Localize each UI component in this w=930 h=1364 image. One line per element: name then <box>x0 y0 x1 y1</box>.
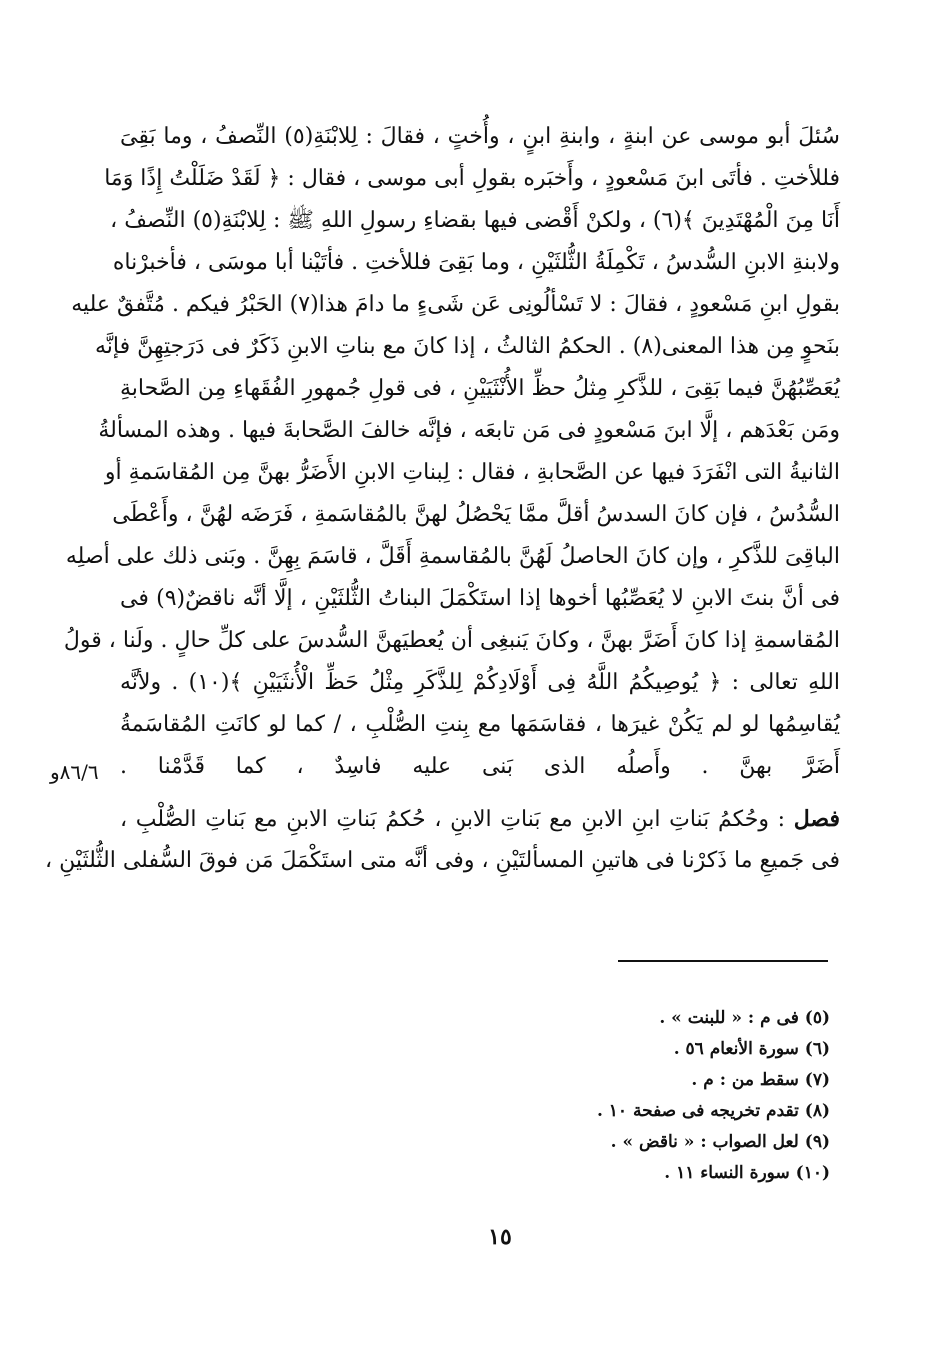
text-line: سُئلَ أبو موسى عن ابنةٍ ، وابنةِ ابنٍ ، وأُختٍ ، فقالَ : لِلابْنَةِ(٥) النِّصفُ ، وما بَقِىَ <box>120 124 840 149</box>
text-line: ومَن بَعْدَهم ، إلَّا ابنَ مَسْعودٍ فى مَن تابعَه ، فإنَّه خالفَ الصَّحابةَ فيها . وهذه المسألةُ <box>98 418 840 443</box>
text-line: يُقاسِمُها لو لم يَكُنْ غيرَها ، فقاسَمَها مع بِنتِ الصُّلْبِ ، / كما لو كانَتِ المُقاسَمةُ <box>120 712 840 737</box>
fasl-line <box>120 798 840 840</box>
text-line: السُّدُسُ ، فإن كانَ السدسُ أقلَّ ممَّا يَحْصُلُ لهنَّ بالمُقاسَمةِ ، فَرَضَه لهُنَّ ، وأَعْطَى <box>112 502 840 527</box>
footnote: (٧) سقط من : م . <box>691 1070 830 1090</box>
footnote: (٦) سورة الأنعام ٥٦ . <box>673 1039 830 1059</box>
text-line: اللهِ تعالى : ﴿ يُوصِيكُمُ اللَّهُ فِى أَوْلَادِكُمْ لِلذَّكَرِ مِثْلُ حَظِّ الْأُنثَيَيْنِ ﴾(١٠) . ولأنَّه <box>120 670 840 695</box>
footnote: (٩) لعل الصواب : « ناقض » . <box>610 1132 830 1152</box>
text-line: بنَحوٍ مِن هذا المعنى(٨) . الحكمُ الثالثُ ، إذا كانَ مع بناتِ الابنِ ذَكَرٌ فى دَرَجتِهِنَّ فإنَّه <box>95 334 840 359</box>
text-line: فللأختِ . فأتَى ابنَ مَسْعودٍ ، وأَخبَره بقولِ أبى موسى ، فقال : ﴿ لَقَدْ ضَلَلْتُ إِذًا وَمَا <box>104 166 840 191</box>
text-line: ولابنةِ الابنِ السُّدسُ ، تَكْمِلَةُ الثُّلثَيْنِ ، وما بَقِىَ فللأختِ . فأتَيْنا أبا موسَى ، فأخبرْناه <box>112 250 840 275</box>
text-line: يُعَصِّبُهُنَّ فيما بَقِىَ ، للذَّكرِ مِثلُ حظِّ الأُنْثَيَيْنِ ، فى قولِ جُمهورِ الفُقَهاءِ مِن الصَّحابةِ <box>120 376 840 401</box>
fasl-text: : وحُكمُ بَناتِ ابنِ الابنِ مع بَناتِ الابنِ ، حُكمُ بَناتِ الابنِ مع بَناتِ الصُّلْبِ ، <box>120 807 794 832</box>
footnote: (٨) تقدم تخريجه فى صفحة ١٠ . <box>596 1101 830 1121</box>
page-number: ١٥ <box>488 1224 512 1250</box>
text-line: بقولِ ابنِ مَسْعودٍ ، فقالَ : لا تَسْألُونِى عَن شَىءٍ ما دامَ هذا(٧) الحَبْرُ فيكم . مُتَّفقٌ عليه <box>71 292 840 317</box>
text-line: فى جَميعِ ما ذَكرْنا فى هاتينِ المسألتَيْنِ ، وفى أنَّه متى استَكْمَلَ مَن فوقَ السُّفلى الثُّلثَيْنِ ، <box>44 848 840 873</box>
footnote-divider <box>618 960 828 962</box>
text-line: أَنَا مِنَ الْمُهْتَدِينَ ﴾(٦) ، ولكنْ أَقْضى فيها بقضاءِ رسولِ اللهِ ﷺ : لِلابْنَةِ(٥) النِّصفُ ، <box>110 208 840 233</box>
text-line: أَضَرَّ بهنَّ . وأَصلُه الذى بَنى عليه فاسِدٌ ، كما قَدَّمْنا . <box>120 754 840 779</box>
footnote: (١٠) سورة النساء ١١ . <box>664 1163 830 1183</box>
paragraph-gap <box>120 788 840 798</box>
text-line: فى أنَّ بنتَ الابنِ لا يُعَصِّبُها أخوها إذا استَكْمَلَ البناتُ الثُّلثَيْنِ ، إلَّا أنَّه ناقضٌ(٩) فى <box>120 586 840 611</box>
fasl-heading: فصل <box>793 806 840 832</box>
footnotes <box>400 1003 830 1189</box>
margin-reference: ٨٦/٦و <box>50 760 99 784</box>
text-line: المُقاسمةِ إذا كانَ أَضَرَّ بهنَّ ، وكانَ يَنبغِى أن يُعطيَهنَّ السُّدسَ على كلِّ حالٍ . ولَنا ، قولُ <box>63 628 840 653</box>
footnote: (٥) فى م : « للبنت » . <box>659 1008 830 1028</box>
text-line: الثانيةُ التى انْفَرَدَ فيها عن الصَّحابةِ ، فقال : لِبناتِ الابنِ الأَضَرُّ بهنَّ مِن المُقاسَمةِ أو <box>104 460 840 485</box>
text-line: الباقِىَ للذَّكرِ ، وإن كانَ الحاصلُ لَهُنَّ بالمُقاسمةِ أَقَلَّ ، قاسَمَ بِهِنَّ . وبَنى ذلك على أصلِه <box>65 544 840 569</box>
